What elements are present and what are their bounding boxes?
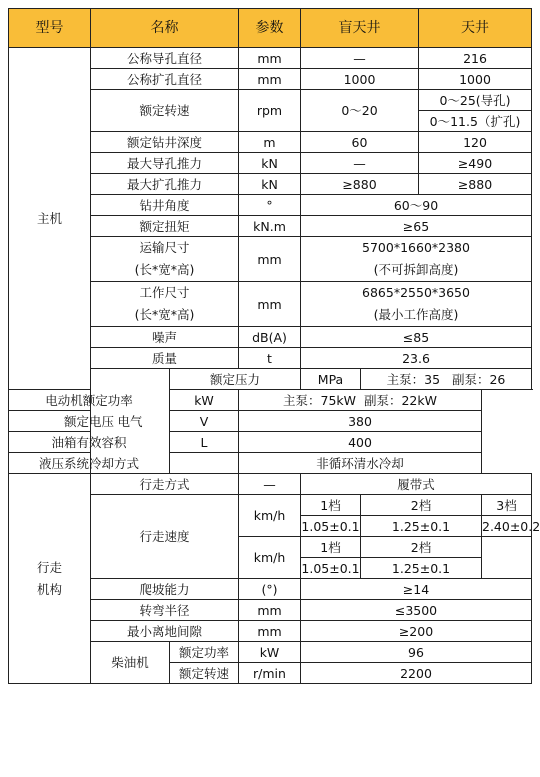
row-name: 质量: [91, 348, 239, 369]
row-name: 最大扩孔推力: [91, 174, 239, 195]
row-unit: m: [239, 132, 301, 153]
row-name: 最大导孔推力: [91, 153, 239, 174]
row-name: 额定压力: [170, 369, 301, 390]
row-value: ≤85: [301, 327, 532, 348]
gear-speed: 1.25±0.1: [361, 558, 482, 579]
gear-label: 2档: [361, 495, 482, 516]
row-name: 电动机额定功率: [9, 390, 170, 411]
row-value: ≥65: [301, 216, 532, 237]
row-name: 最小离地间隙: [91, 621, 239, 642]
row-unit: t: [239, 348, 301, 369]
row-value: 2200: [301, 663, 532, 684]
group-walking: [9, 474, 91, 684]
row-name: 油箱有效容积: [9, 432, 170, 453]
row-name-line: (长*宽*高): [134, 307, 195, 322]
row-blind: —: [301, 48, 419, 69]
row-unit: V: [170, 411, 239, 432]
row-value: ≥14: [301, 579, 532, 600]
row-value: 96: [301, 642, 532, 663]
spec-table: [8, 8, 540, 684]
row-name: [91, 237, 239, 282]
row-value: 非循环清水冷却: [239, 453, 482, 474]
row-name: 柴油机: [91, 642, 170, 684]
table-row: [9, 411, 532, 432]
row-shaft: 1000: [419, 69, 532, 90]
group-electric: 电气: [91, 369, 170, 474]
group-main: 主机: [9, 48, 91, 390]
sub-name: 额定转速: [170, 663, 239, 684]
row-name: 公称扩孔直径: [91, 69, 239, 90]
table-row: [9, 390, 532, 411]
row-unit: kN: [239, 174, 301, 195]
row-value: ≥200: [301, 621, 532, 642]
sub-name: 额定功率: [170, 642, 239, 663]
empty-cell: [482, 537, 532, 579]
row-blind: 60: [301, 132, 419, 153]
row-name: 额定扭矩: [91, 216, 239, 237]
gear-label: 3档: [482, 495, 532, 516]
group-walking-line: 行走: [36, 559, 62, 575]
header-model: 型号: [9, 9, 91, 48]
row-unit: [170, 453, 239, 474]
row-unit: L: [170, 432, 239, 453]
row-unit: —: [239, 474, 301, 495]
row-value: [301, 237, 532, 282]
row-blind: ≥880: [301, 174, 419, 195]
row-value-line: (不可拆卸高度): [373, 262, 459, 277]
row-name-line: 运输尺寸: [139, 240, 190, 255]
row-unit: mm: [239, 282, 301, 327]
row-value-line: 5700*1660*2380: [362, 240, 470, 255]
row-unit: mm: [239, 600, 301, 621]
row-shaft: ≥880: [419, 174, 532, 195]
row-name: 额定转速: [91, 90, 239, 132]
row-unit: dB(A): [239, 327, 301, 348]
row-unit: mm: [239, 621, 301, 642]
row-unit: (°): [239, 579, 301, 600]
gear-speed: 1.05±0.1: [301, 516, 361, 537]
row-value: 380: [239, 411, 482, 432]
row-value: 400: [239, 432, 482, 453]
row-unit: kW: [239, 642, 301, 663]
header-param: 参数: [239, 9, 301, 48]
row-blind: —: [301, 153, 419, 174]
row-name: 公称导孔直径: [91, 48, 239, 69]
row-name: 行走速度: [91, 495, 239, 579]
row-name: 液压系统冷却方式: [9, 453, 170, 474]
row-shaft: 216: [419, 48, 532, 69]
row-unit: °: [239, 195, 301, 216]
row-unit: mm: [239, 48, 301, 69]
row-shaft-pilot: 0～25(导孔): [419, 90, 532, 111]
row-value: 履带式: [301, 474, 532, 495]
row-unit: km/h: [239, 495, 301, 537]
header-blind-shaft: 盲天井: [301, 9, 419, 48]
gear-label: 2档: [361, 537, 482, 558]
gear-speed: 1.25±0.1: [361, 516, 482, 537]
row-name: 噪声: [91, 327, 239, 348]
row-shaft: ≥490: [419, 153, 532, 174]
row-name: [91, 282, 239, 327]
row-blind: 1000: [301, 69, 419, 90]
row-name-line: (长*宽*高): [134, 262, 195, 277]
row-name: 爬坡能力: [91, 579, 239, 600]
row-unit: r/min: [239, 663, 301, 684]
row-value-line: 6865*2550*3650: [362, 285, 470, 300]
gear-speed: 2.40±0.2: [482, 516, 532, 537]
header-row: [9, 9, 532, 48]
row-value-line: (最小工作高度): [373, 307, 459, 322]
row-value: ≤3500: [301, 600, 532, 621]
row-unit: MPa: [301, 369, 361, 390]
row-value: 23.6: [301, 348, 532, 369]
row-unit: kN: [239, 153, 301, 174]
row-name: 额定钻井深度: [91, 132, 239, 153]
row-shaft: 120: [419, 132, 532, 153]
table-row: [9, 432, 532, 453]
row-name: 钻井角度: [91, 195, 239, 216]
row-unit: kW: [170, 390, 239, 411]
table-row: [9, 453, 532, 474]
row-blind: 0～20: [301, 90, 419, 132]
row-name: 行走方式: [91, 474, 239, 495]
row-name: 额定电压: [9, 411, 170, 432]
table-row: [9, 474, 532, 495]
row-name-line: 工作尺寸: [139, 285, 190, 300]
row-unit: rpm: [239, 90, 301, 132]
row-unit: mm: [239, 69, 301, 90]
gear-label: 1档: [301, 495, 361, 516]
group-walking-line: 机构: [36, 581, 62, 597]
table-row: [9, 48, 532, 69]
header-name: 名称: [91, 9, 239, 48]
row-unit: mm: [239, 237, 301, 282]
row-value: 主泵：75kW 副泵：22kW: [239, 390, 482, 411]
row-unit: kN.m: [239, 216, 301, 237]
gear-label: 1档: [301, 537, 361, 558]
row-name: 转弯半径: [91, 600, 239, 621]
row-value: 60～90: [301, 195, 532, 216]
row-shaft-ream: 0～11.5（扩孔): [419, 111, 532, 132]
gear-speed: 1.05±0.1: [301, 558, 361, 579]
row-value: [301, 282, 532, 327]
row-value: 主泵：35 副泵：26: [361, 369, 532, 390]
row-unit: km/h: [239, 537, 301, 579]
header-shaft: 天井: [419, 9, 532, 48]
